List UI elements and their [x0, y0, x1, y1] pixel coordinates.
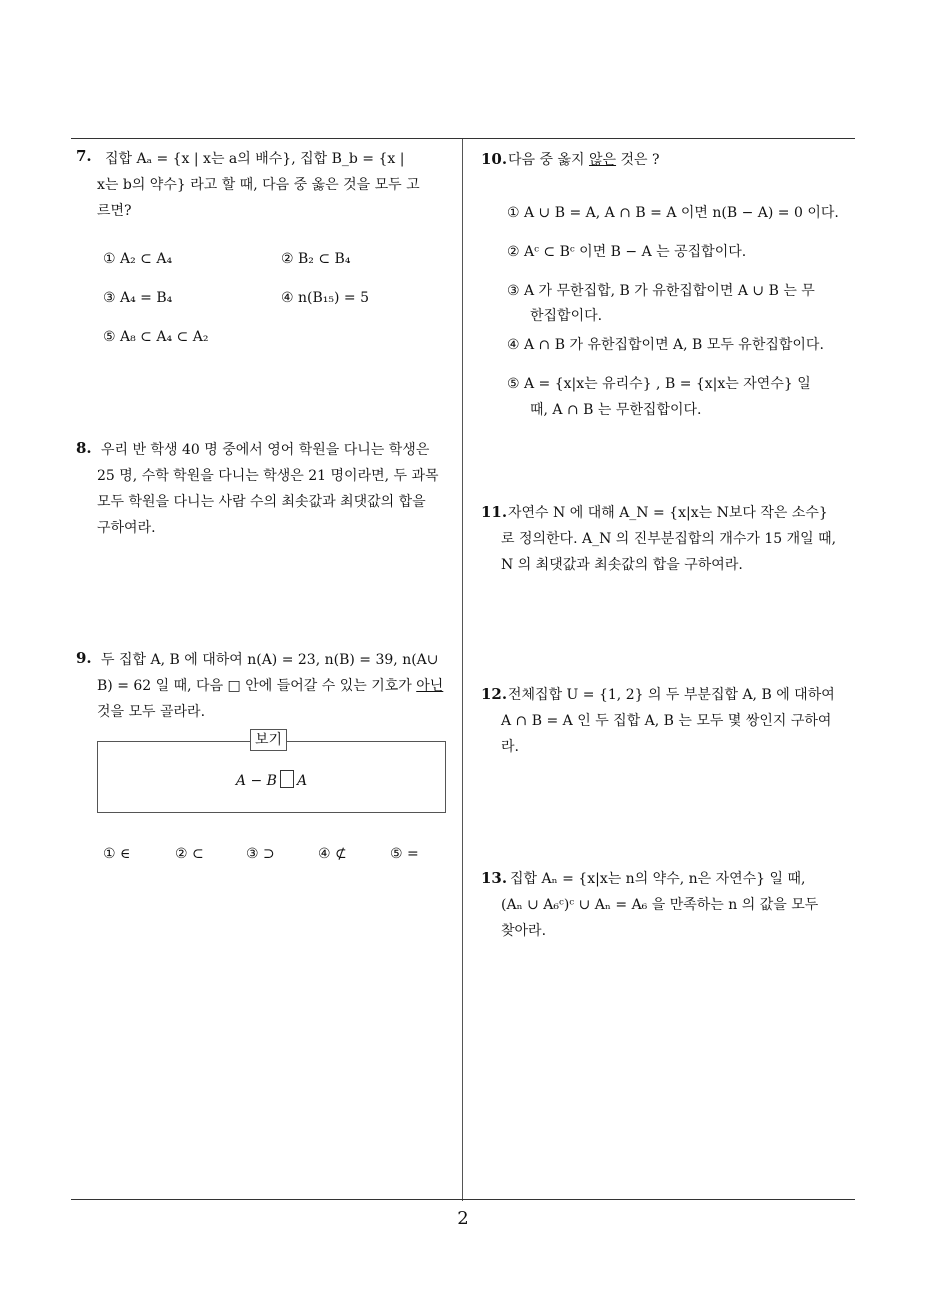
question-number: 13.: [481, 869, 508, 887]
question-number: 10.: [481, 150, 508, 168]
question-text: [97, 647, 459, 725]
question-number: 11.: [481, 503, 508, 521]
question-number: 9.: [76, 649, 92, 667]
text-line: 로 정의한다. A_N 의 진부분집합의 개수가 15 개일 때,: [501, 531, 837, 547]
choice-4: ④ n(B₁₅) = 5: [281, 290, 369, 306]
text-line: 집합 Aₙ = {x|x는 n의 약수, n은 자연수} 일 때,: [510, 871, 806, 887]
text-line: A ∩ B = A 인 두 집합 A, B 는 모두 몇 쌍인지 구하여: [501, 713, 832, 729]
choice-1: ① A ∪ B = A, A ∩ B = A 이면 n(B − A) = 0 이다.: [507, 205, 839, 221]
text-line: 모두 학원을 다니는 사람 수의 최솟값과 최댓값의 합을: [97, 494, 426, 510]
text-line: 것을 모두 골라라.: [97, 704, 206, 720]
expression-left: A − B: [235, 773, 277, 789]
text-line: 구하여라.: [97, 520, 156, 536]
text-line: 라.: [501, 739, 519, 755]
question-text: [501, 682, 861, 760]
text-line: N 의 최댓값과 최솟값의 합을 구하여라.: [501, 557, 743, 573]
text-segment: 것은 ?: [616, 152, 660, 168]
choice-1: ① ∈: [103, 846, 131, 862]
choice-4: ④ A ∩ B 가 유한집합이면 A, B 모두 유한집합이다.: [507, 337, 824, 353]
choice-2: ② B₂ ⊂ B₄: [281, 251, 351, 267]
text-line: 두 집합 A, B 에 대하여 n(A) = 23, n(B) = 39, n(A∪: [101, 652, 439, 668]
choice-5-continued: 때, A ∩ B 는 무한집합이다.: [530, 402, 702, 418]
page-number: 2: [457, 1208, 469, 1229]
choice-3: ③ A₄ = B₄: [103, 290, 173, 306]
text-line: 찾아라.: [501, 923, 547, 939]
question-text: [97, 437, 457, 541]
top-rule: [71, 138, 855, 139]
example-box-expression: [97, 770, 446, 789]
text-line: x는 b의 약수} 라고 할 때, 다음 중 옳은 것을 모두 고: [97, 177, 420, 193]
text-segment: B) = 62 일 때, 다음 □ 안에 들어갈 수 있는 기호가: [97, 678, 417, 694]
choice-5: ⑤ A = {x|x는 유리수} , B = {x|x는 자연수} 일: [507, 376, 811, 392]
text-line: (Aₙ ∪ A₆ᶜ)ᶜ ∪ Aₙ = A₆ 을 만족하는 n 의 값을 모두: [501, 897, 819, 913]
choice-3: ③ ⊃: [246, 846, 275, 862]
expression-right: A: [296, 773, 308, 789]
choice-2: ② ⊂: [175, 846, 204, 862]
example-box-label: 보기: [250, 729, 287, 751]
text-line: 우리 반 학생 40 명 중에서 영어 학원을 다니는 학생은: [101, 442, 430, 458]
emphasis-text: 않은: [588, 152, 617, 168]
text-line: 자연수 N 에 대해 A_N = {x|x는 N보다 작은 소수}: [508, 505, 828, 521]
choice-3: ③ A 가 무한집합, B 가 유한집합이면 A ∪ B 는 무: [507, 283, 815, 299]
choice-4: ④ ⊄: [318, 846, 347, 862]
question-text: [97, 146, 457, 224]
choice-3-continued: 한집합이다.: [530, 308, 603, 324]
bottom-rule: [71, 1199, 855, 1200]
choice-5: ⑤ A₈ ⊂ A₄ ⊂ A₂: [103, 329, 209, 345]
question-number: 8.: [76, 439, 92, 457]
text-line: 전체집합 U = {1, 2} 의 두 부분집합 A, B 에 대하여: [508, 687, 835, 703]
choice-2: ② Aᶜ ⊂ Bᶜ 이면 B − A 는 공집합이다.: [507, 244, 747, 260]
question-text: [508, 147, 660, 173]
emphasis-text: 아닌: [416, 678, 444, 694]
text-line: [97, 673, 459, 699]
question-text: [501, 500, 861, 578]
question-text: [501, 866, 861, 944]
text-line: 집합 Aₐ = {x | x는 a의 배수}, 집합 B_b = {x |: [105, 151, 405, 167]
choice-1: ① A₂ ⊂ A₄: [103, 251, 173, 267]
column-divider: [462, 139, 463, 1201]
blank-square: [280, 770, 294, 788]
question-number: 12.: [481, 685, 508, 703]
text-line: 25 명, 수학 학원을 다니는 학생은 21 명이라면, 두 과목: [97, 468, 439, 484]
choice-5: ⑤ =: [390, 846, 419, 862]
text-line: 르면?: [97, 203, 132, 219]
question-number: 7.: [76, 147, 92, 165]
text-segment: 다음 중 옳지: [508, 152, 589, 168]
